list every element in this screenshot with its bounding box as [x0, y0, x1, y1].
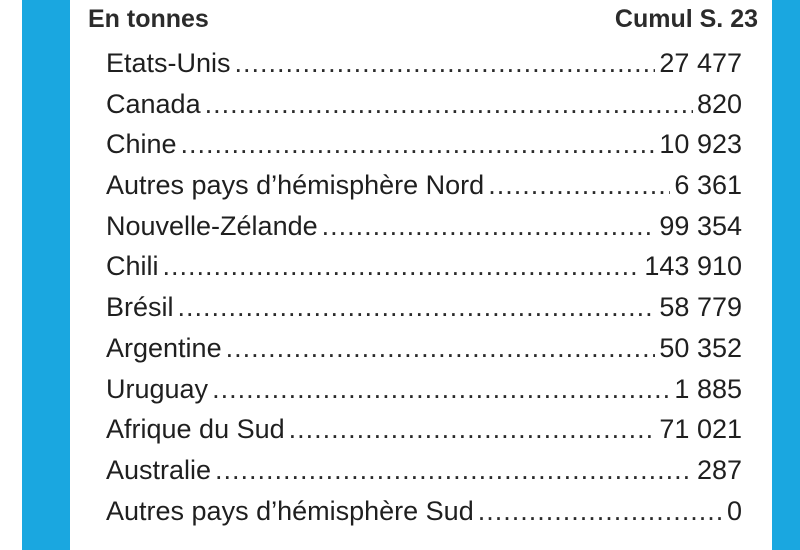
- table-row: [106, 89, 742, 130]
- row-label: Canada: [106, 88, 201, 119]
- row-value: 820: [696, 88, 742, 119]
- table-row: [106, 170, 742, 211]
- table-row: [106, 496, 742, 537]
- row-value: 58 779: [659, 292, 742, 323]
- dot-leader: [235, 48, 656, 79]
- table-row: [106, 333, 742, 374]
- row-label: Etats-Unis: [106, 48, 231, 78]
- dot-leader: [215, 455, 693, 486]
- row-label: Uruguay: [106, 373, 209, 404]
- table-row: [106, 251, 742, 292]
- accent-bar-right: [772, 0, 800, 550]
- row-value: 287: [696, 454, 742, 485]
- row-value: 1 885: [674, 373, 742, 404]
- table-row: [106, 211, 742, 252]
- unit-header: En tonnes: [88, 4, 209, 33]
- row-label: Chine: [106, 129, 177, 160]
- row-label: Nouvelle-Zélande: [106, 210, 318, 241]
- dot-leader: [289, 414, 656, 445]
- table-header: [88, 2, 758, 36]
- table-row: [106, 292, 742, 333]
- dot-leader: [478, 496, 723, 527]
- table-rows: [106, 48, 742, 536]
- dot-leader: [205, 89, 693, 120]
- data-table-panel: [70, 0, 772, 550]
- row-value: 6 361: [674, 170, 742, 201]
- table-row: [106, 374, 742, 415]
- row-value: 143 910: [644, 251, 742, 282]
- dot-leader: [181, 129, 656, 160]
- row-label: Chili: [106, 251, 159, 282]
- table-row: [106, 455, 742, 496]
- table-row: [106, 414, 742, 455]
- dot-leader: [163, 251, 641, 282]
- row-label: Autres pays d’hémisphère Nord: [106, 170, 485, 201]
- row-label: Brésil: [106, 292, 174, 323]
- dot-leader: [488, 170, 670, 201]
- row-label: Australie: [106, 454, 212, 485]
- row-value: 0: [726, 495, 742, 526]
- page-margin: [0, 0, 22, 550]
- row-value: 99 354: [659, 210, 742, 241]
- row-value: 10 923: [659, 129, 742, 160]
- row-label: Afrique du Sud: [106, 414, 285, 445]
- table-row: [106, 48, 742, 89]
- row-label: Argentine: [106, 332, 222, 363]
- dot-leader: [212, 374, 670, 405]
- table-row: [106, 129, 742, 170]
- row-value: 50 352: [659, 332, 742, 363]
- row-label: Autres pays d’hémisphère Sud: [106, 495, 474, 526]
- accent-bar-left: [22, 0, 70, 550]
- row-value: 27 477: [659, 48, 742, 78]
- row-value: 71 021: [659, 414, 742, 445]
- dot-leader: [178, 292, 656, 323]
- dot-leader: [226, 333, 656, 364]
- column-header: Cumul S. 23: [614, 4, 758, 33]
- dot-leader: [322, 211, 656, 242]
